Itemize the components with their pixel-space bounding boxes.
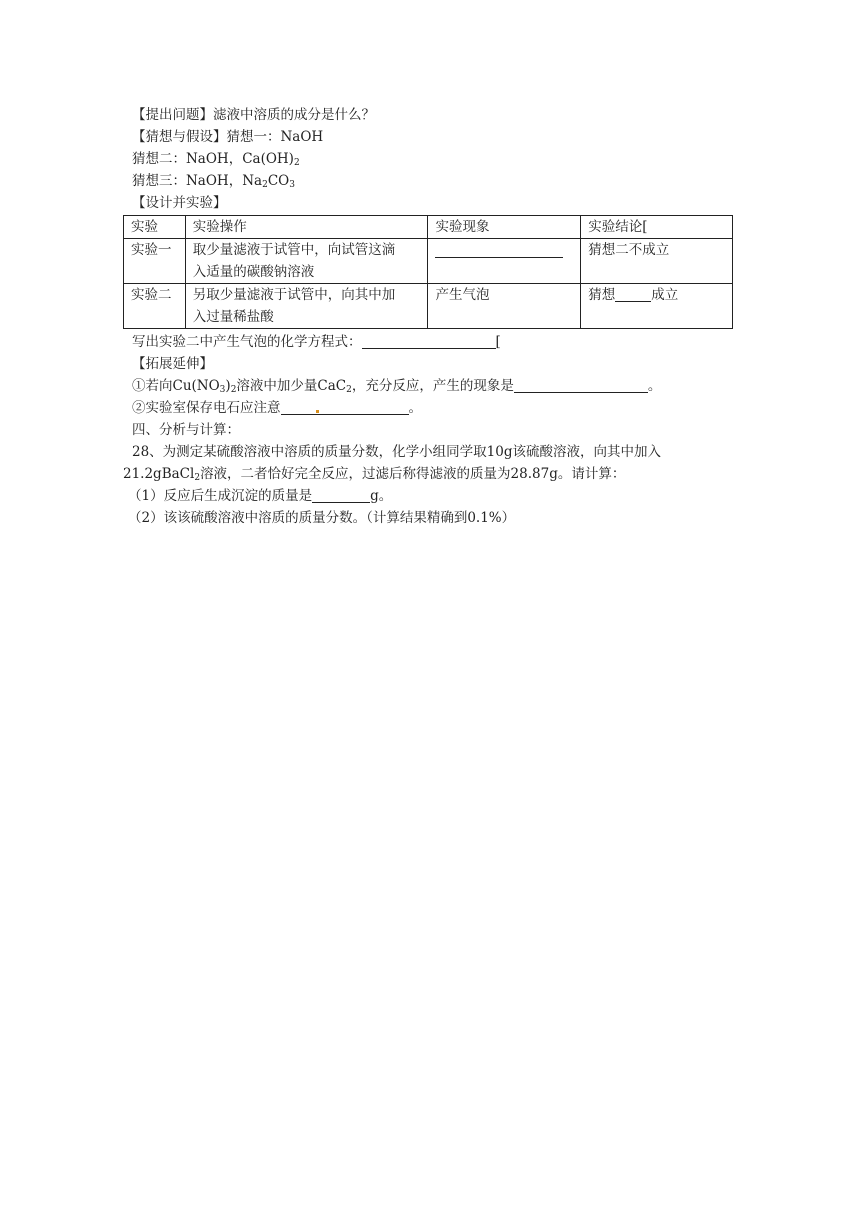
q28-subquestion-1: （1）反应后生成沉淀的质量是 g。 — [128, 488, 393, 504]
equation-blank[interactable] — [362, 333, 496, 349]
guess-two: 猜想二：NaOH，$Ca(OH)_2$ — [132, 151, 300, 168]
header-operation: 实验操作 — [185, 216, 428, 239]
q28-subquestion-2: （2）该该硫酸溶液中溶质的质量分数。（计算结果精确到0.1%） — [128, 510, 516, 526]
hypothesis-heading: 【猜想与假设】猜想一：NaOH — [132, 129, 324, 145]
equation-prompt: 写出实验二中产生气泡的化学方程式： [ — [132, 334, 501, 350]
header-experiment: 实验 — [124, 216, 186, 239]
experiment-table — [123, 215, 733, 329]
row1-conclusion: 猜想二不成立 — [581, 239, 733, 284]
header-phenomenon: 实验现象 — [428, 216, 581, 239]
design-heading: 【设计并实验】 — [132, 195, 227, 211]
extension-item-2: ②实验室保存电石应注意 。 — [132, 400, 422, 416]
table-row — [124, 284, 733, 329]
q28-line-2: 21.2gBaCl$_2$溶液，二者恰好完全反应，过滤后称得滤液的质量为28.87g。请计算： — [123, 466, 626, 483]
row1-operation: 取少量滤液于试管中，向试管这滴 入适量的碳酸钠溶液 — [185, 239, 428, 284]
row2-phenomenon: 产生气泡 — [428, 284, 581, 329]
storage-blank[interactable] — [281, 399, 409, 415]
row2-conclusion: 猜想 成立 — [581, 284, 733, 329]
answer-blank[interactable] — [435, 241, 563, 258]
row2-name: 实验二 — [124, 284, 186, 329]
phenomenon-blank[interactable] — [514, 377, 648, 393]
table-header-row — [124, 216, 733, 239]
question-heading: 【提出问题】滤液中溶质的成分是什么？ — [132, 107, 375, 123]
guess-three: 猜想三：NaOH，$Na_2CO_3$ — [132, 173, 295, 190]
row1-phenomenon[interactable] — [428, 239, 581, 284]
row1-name: 实验一 — [124, 239, 186, 284]
row2-operation: 另取少量滤液于试管中，向其中加 入过量稀盐酸 — [185, 284, 428, 329]
answer-blank[interactable] — [615, 286, 651, 302]
mark-dot — [316, 410, 319, 413]
document-content — [123, 104, 752, 529]
mass-blank[interactable] — [312, 487, 370, 503]
section-four-heading: 四、分析与计算： — [132, 422, 240, 438]
extension-item-1: ①若向$Cu(NO_3)_2$溶液中加少量CaC$_2$，充分反应，产生的现象是 。 — [132, 378, 662, 395]
header-conclusion: 实验结论[ — [581, 216, 733, 239]
table-row — [124, 239, 733, 284]
q28-line-1: 28、为测定某硫酸溶液中溶质的质量分数，化学小组同学取10g该硫酸溶液，向其中加入 — [132, 444, 661, 460]
extension-heading: 【拓展延伸】 — [132, 356, 213, 372]
